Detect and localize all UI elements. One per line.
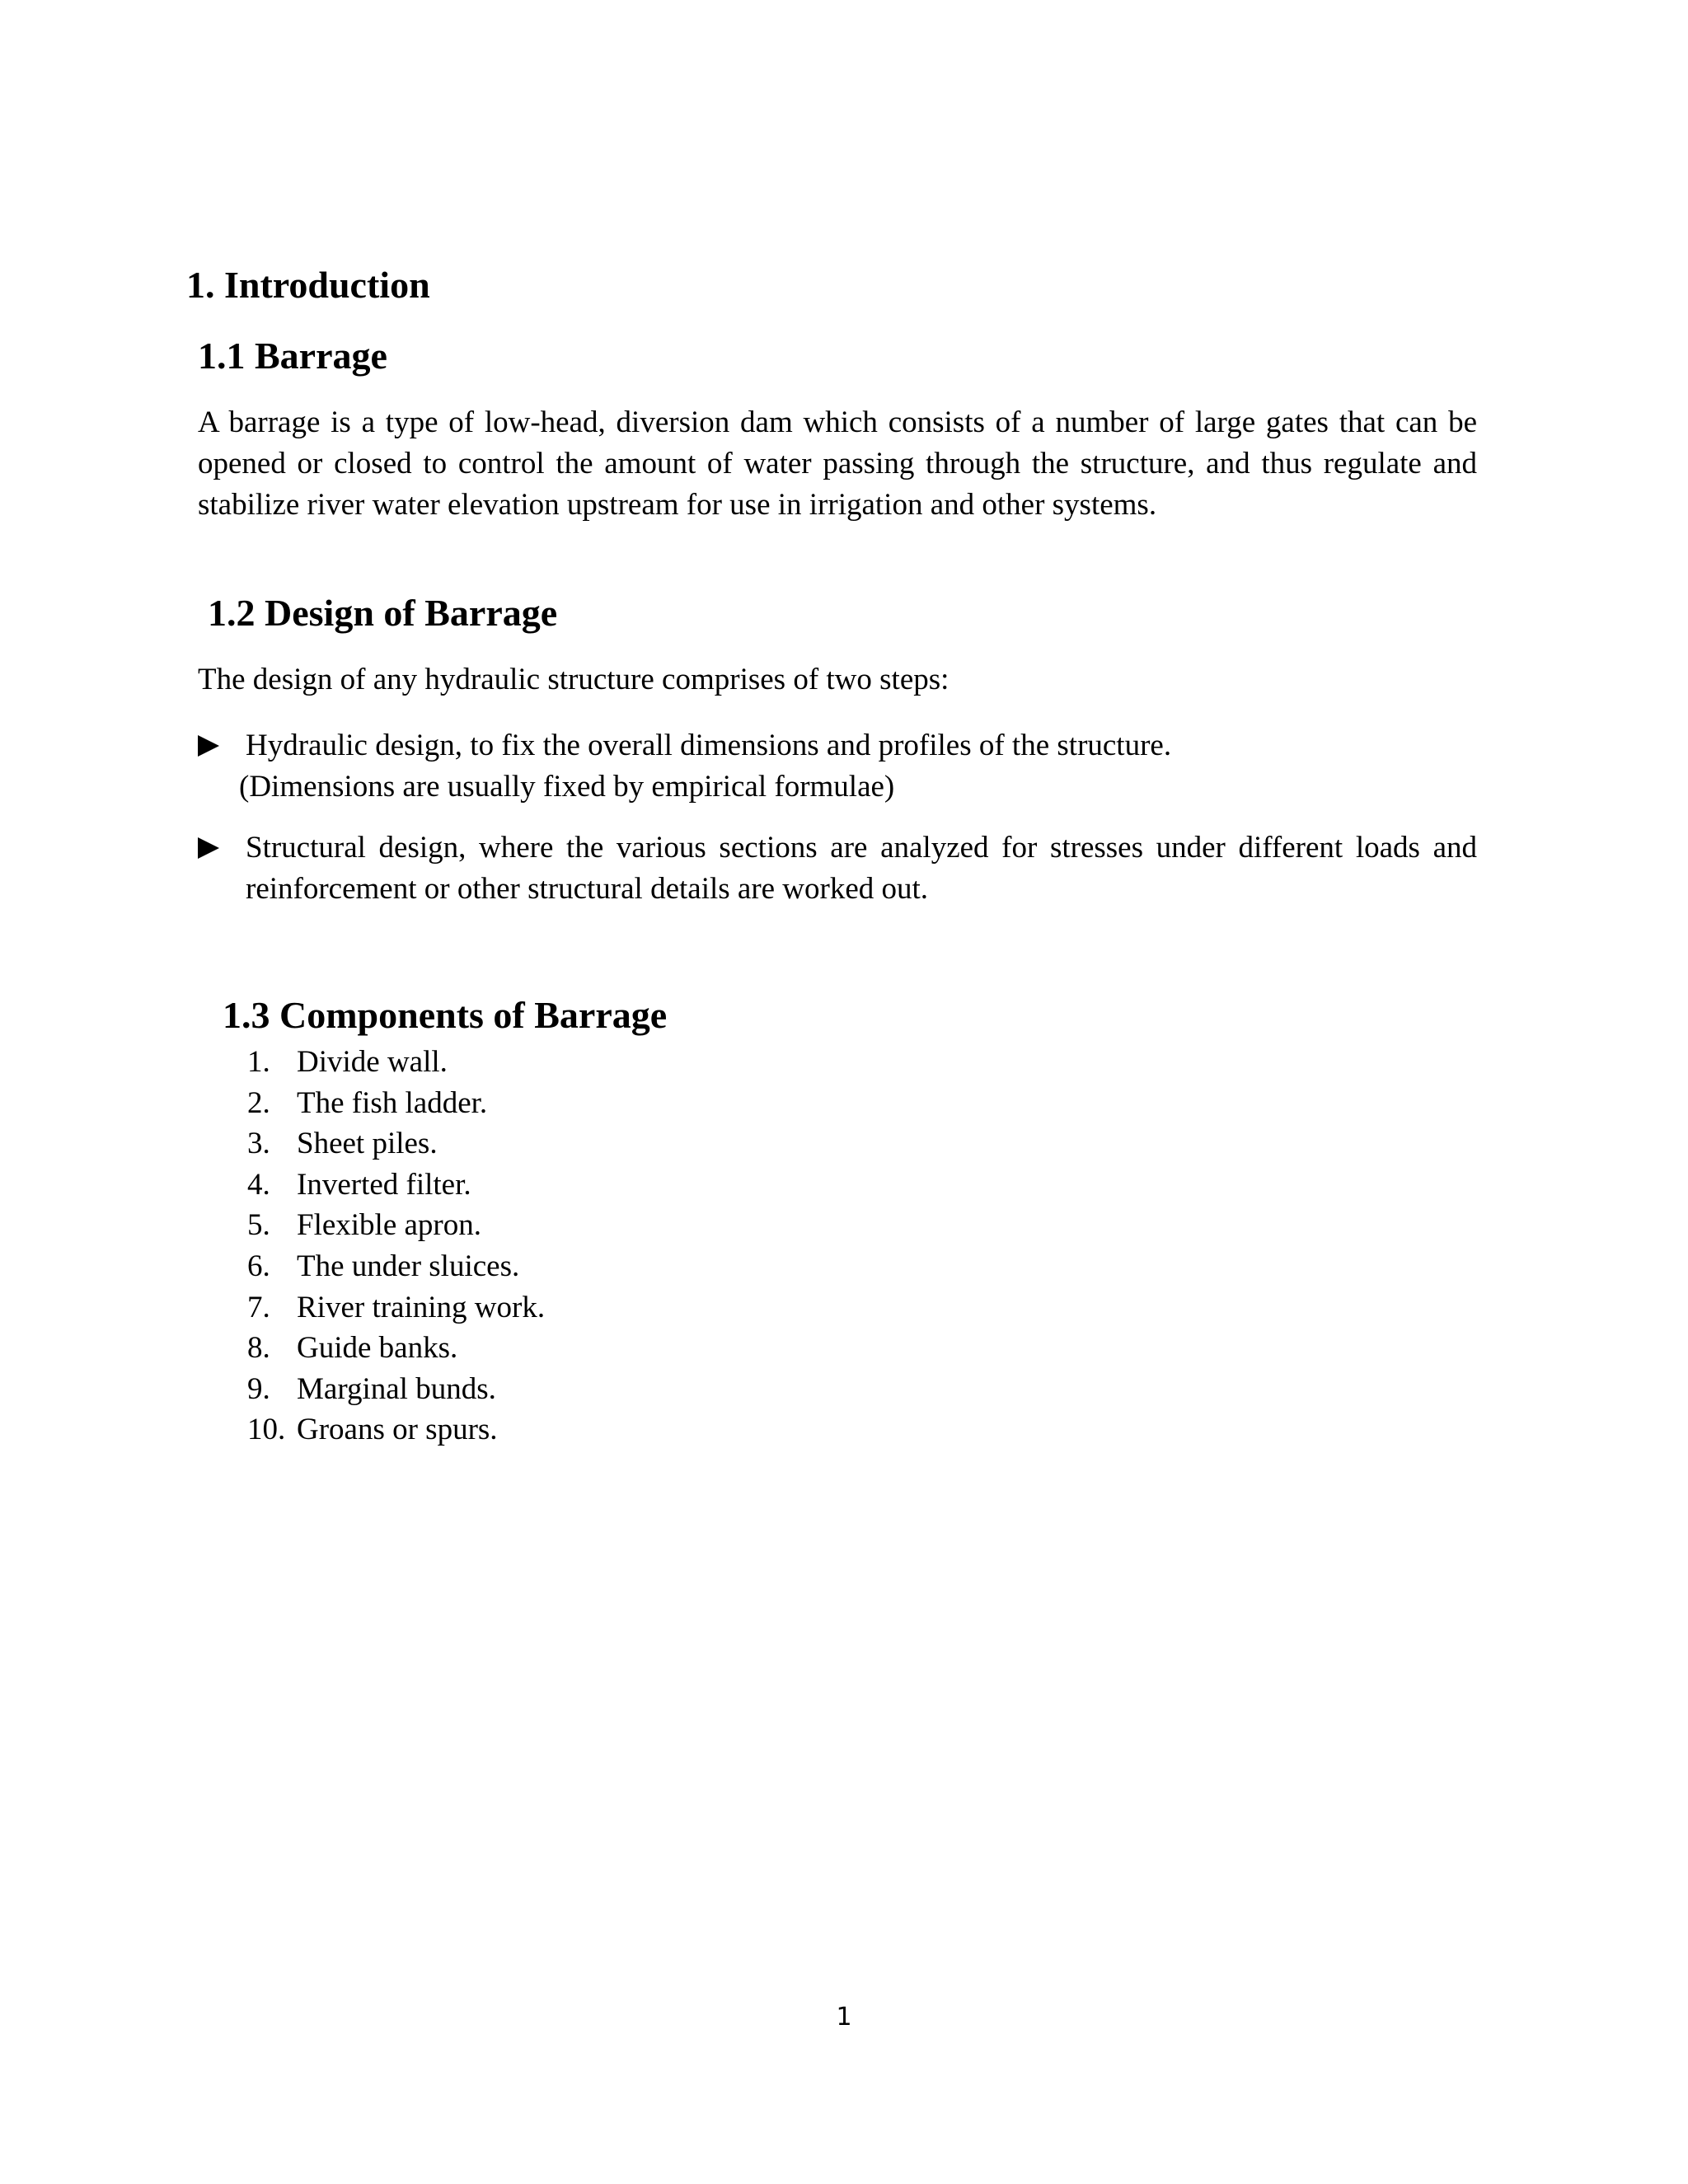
- list-item-text: Groans or spurs.: [297, 1413, 498, 1447]
- list-number: 4.: [247, 1167, 270, 1202]
- list-item: [247, 1409, 545, 1451]
- barrage-paragraph: A barrage is a type of low-head, diversion dam which consists of a number of large gates that can be opened or closed to control the amount of water passing through the structure, and thus regulate and stabilize river water elevation upstream for use in irrigation and other systems.: [198, 405, 1477, 522]
- list-item-text: Guide banks.: [297, 1331, 458, 1366]
- list-item: [247, 1165, 545, 1206]
- list-number: 3.: [247, 1127, 270, 1161]
- list-number: 1.: [247, 1045, 270, 1079]
- list-item: [247, 1246, 545, 1287]
- list-number: 10.: [247, 1413, 286, 1447]
- list-item-text: Sheet piles.: [297, 1127, 438, 1161]
- list-item: [247, 1083, 545, 1124]
- bullet-subtext: (Dimensions are usually fixed by empirical formulae): [239, 770, 895, 804]
- bullet-item: [198, 725, 1477, 808]
- section-title-barrage: 1.1 Barrage: [198, 335, 387, 377]
- bullet-item: [198, 827, 1477, 910]
- list-item-text: Marginal bunds.: [297, 1371, 496, 1406]
- design-intro-text: The design of any hydraulic structure comprises of two steps:: [198, 663, 950, 696]
- list-number: 9.: [247, 1371, 270, 1406]
- list-number: 7.: [247, 1290, 270, 1324]
- components-list: [247, 1042, 545, 1451]
- bullet-text: Hydraulic design, to fix the overall dimensions and profiles of the structure.: [246, 729, 1172, 762]
- page-number: 1: [836, 2003, 852, 2032]
- list-item-text: Flexible apron.: [297, 1208, 482, 1243]
- list-item-text: Divide wall.: [297, 1045, 448, 1079]
- list-item: [247, 1042, 545, 1083]
- list-item-text: River training work.: [297, 1290, 546, 1324]
- list-item: [247, 1205, 545, 1246]
- bullet-text: Structural design, where the various sections are analyzed for stresses under different loads and reinforcement or other structural details are worked out.: [246, 831, 1477, 906]
- list-number: 6.: [247, 1249, 270, 1283]
- list-item: [247, 1287, 545, 1329]
- list-item-text: The under sluices.: [297, 1249, 520, 1283]
- triangle-bullet-icon: [198, 735, 219, 757]
- section-title-design: 1.2 Design of Barrage: [208, 592, 558, 634]
- triangle-bullet-icon: [198, 837, 219, 859]
- heading-introduction: 1. Introduction: [186, 264, 430, 306]
- list-number: 5.: [247, 1208, 270, 1243]
- list-item: [247, 1123, 545, 1165]
- list-item: [247, 1328, 545, 1369]
- list-item: [247, 1369, 545, 1410]
- list-item-text: Inverted filter.: [297, 1167, 471, 1202]
- list-item-text: The fish ladder.: [297, 1085, 488, 1120]
- list-number: 2.: [247, 1085, 270, 1120]
- list-number: 8.: [247, 1331, 270, 1366]
- section-title-components: 1.3 Components of Barrage: [223, 994, 668, 1036]
